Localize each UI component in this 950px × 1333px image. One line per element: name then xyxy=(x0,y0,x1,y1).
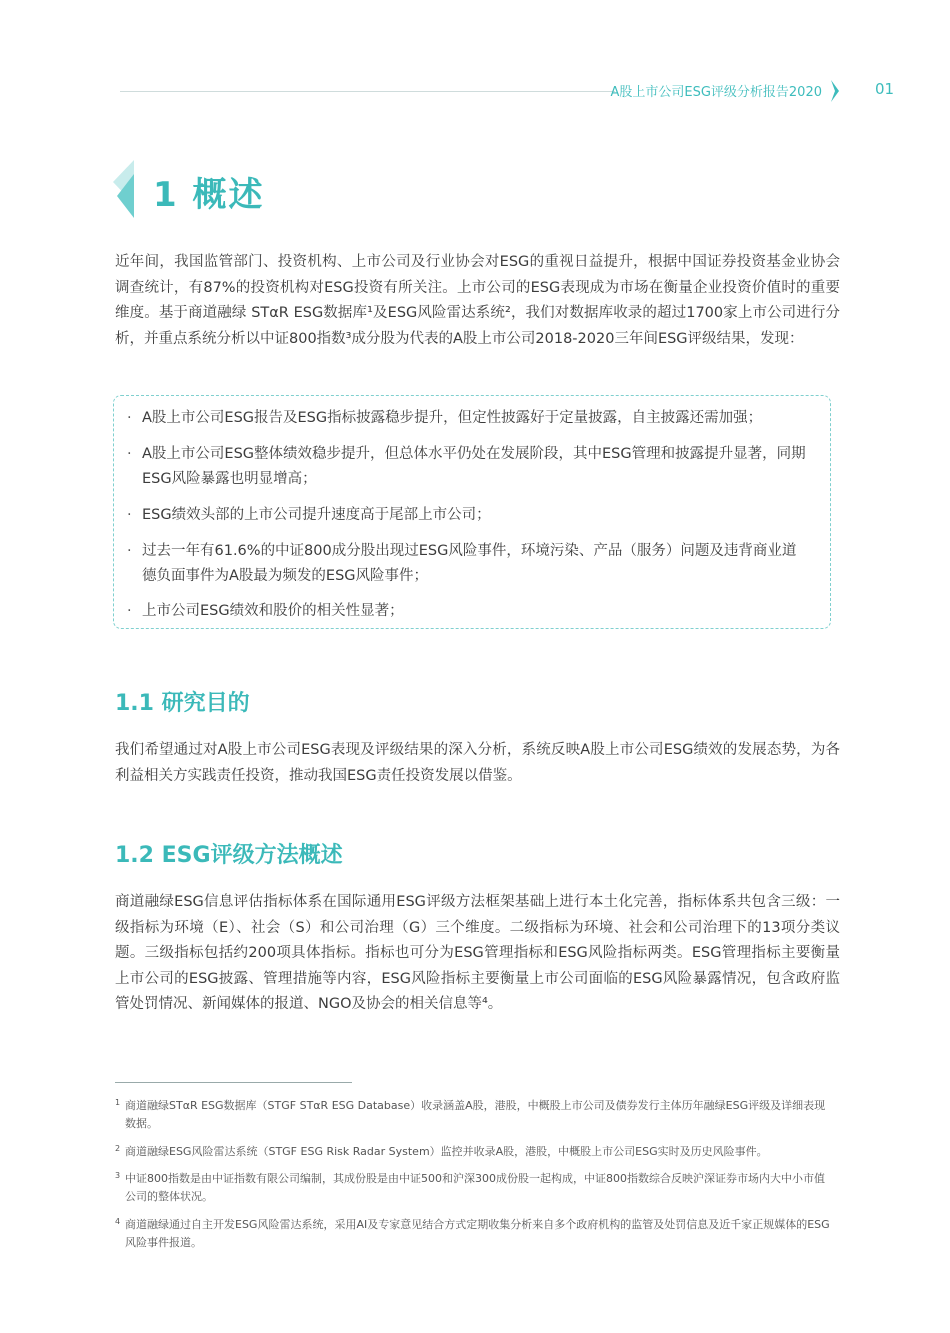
footnote-text: 商道融绿ESG风险雷达系统（STGF ESG Risk Radar System）监控并收录A股，港股，中概股上市公司ESG实时及历史风险事件。 xyxy=(125,1145,768,1158)
finding-item xyxy=(127,599,807,624)
footnote-4 xyxy=(115,1216,835,1252)
bullet-dot: · xyxy=(127,410,132,426)
subsection-title-purpose: 1.1 研究目的 xyxy=(115,691,250,716)
finding-item xyxy=(127,406,807,431)
finding-text: 过去一年有61.6%的中证800成分股出现过ESG风险事件，环境污染、产品（服务）问题及违背商业道德负面事件为A股最为频发的ESG风险事件； xyxy=(142,543,797,584)
finding-text: A股上市公司ESG报告及ESG指标披露稳步提升，但定性披露好于定量披露，自主披露还需加强； xyxy=(142,410,763,426)
footnote-number: 3 xyxy=(115,1171,121,1180)
page-number: 01 xyxy=(875,80,895,98)
finding-text: A股上市公司ESG整体绩效稳步提升，但总体水平仍处在发展阶段，其中ESG管理和披露提升显著，同期ESG风险暴露也明显增高； xyxy=(142,446,806,487)
subsection-title-method: 1.2 ESG评级方法概述 xyxy=(115,843,343,868)
bullet-dot: · xyxy=(127,543,132,559)
bullet-dot: · xyxy=(127,603,132,619)
footnote-text: 中证800指数是由中证指数有限公司编制，其成份股是由中证500和沪深300成份股一起构成，中证800指数综合反映沪深证券市场内大中小市值公司的整体状况。 xyxy=(125,1172,825,1203)
finding-item xyxy=(127,442,807,492)
footnote-number: 4 xyxy=(115,1217,121,1226)
purpose-paragraph: 我们希望通过对A股上市公司ESG表现及评级结果的深入分析，系统反映A股上市公司ESG绩效的发展态势，为各利益相关方实践责任投资，推动我国ESG责任投资发展以借鉴。 xyxy=(115,742,840,784)
bullet-dot: · xyxy=(127,507,132,523)
chevron-right-icon xyxy=(829,80,841,102)
intro-paragraph: 近年间，我国监管部门、投资机构、上市公司及行业协会对ESG的重视日益提升，根据中国证券投资基金业协会调查统计，有87%的投资机构对ESG投资有所关注。上市公司的ESG表现成为市场在衡量企业投资价值时的重要维度。基于商道融绿 STαR ESG数据库¹及ESG风险雷达系统²，我们对数据库收录的超过1700家上市公司进行分析，并重点系统分析以中证800指数³成分股为代表的A股上市公司2018-2020三年间ESG评级结果，发现： xyxy=(115,254,840,347)
section-marker-icon xyxy=(113,160,135,220)
method-paragraph: 商道融绿ESG信息评估指标体系在国际通用ESG评级方法框架基础上进行本土化完善，指标体系共包含三级：一级指标为环境（E）、社会（S）和公司治理（G）三个维度。二级指标为环境、社会和公司治理下的13项分类议题。三级指标包括约200项具体指标。指标也可分为ESG管理指标和ESG风险指标两类。ESG管理指标主要衡量上市公司的ESG披露、管理措施等内容，ESG风险指标主要衡量上市公司面临的ESG风险暴露情况，包含政府监管处罚情况、新闻媒体的报道、NGO及协会的相关信息等⁴。 xyxy=(115,894,840,1012)
footnote-3 xyxy=(115,1170,835,1206)
footnote-divider xyxy=(115,1082,352,1083)
footnote-number: 1 xyxy=(115,1098,121,1107)
finding-text: ESG绩效头部的上市公司提升速度高于尾部上市公司； xyxy=(142,507,491,523)
footnote-text: 商道融绿STαR ESG数据库（STGF STαR ESG Database）收录涵盖A股，港股，中概股上市公司及债券发行主体历年融绿ESG评级及详细表现数据。 xyxy=(125,1099,826,1130)
finding-text: 上市公司ESG绩效和股价的相关性显著； xyxy=(142,603,404,619)
footnote-text: 商道融绿通过自主开发ESG风险雷达系统，采用AI及专家意见结合方式定期收集分析来自多个政府机构的监管及处罚信息及近千家正规媒体的ESG风险事件报道。 xyxy=(125,1218,830,1249)
bullet-dot: · xyxy=(127,446,132,462)
report-title: A股上市公司ESG评级分析报告2020 xyxy=(610,85,822,100)
footnote-number: 2 xyxy=(115,1144,121,1153)
footnote-2 xyxy=(115,1143,835,1161)
footnote-1 xyxy=(115,1097,835,1133)
section-title: 1 概述 xyxy=(153,175,265,215)
findings-box xyxy=(113,395,831,629)
finding-item xyxy=(127,503,807,528)
header-divider xyxy=(120,91,615,92)
finding-item xyxy=(127,539,807,589)
